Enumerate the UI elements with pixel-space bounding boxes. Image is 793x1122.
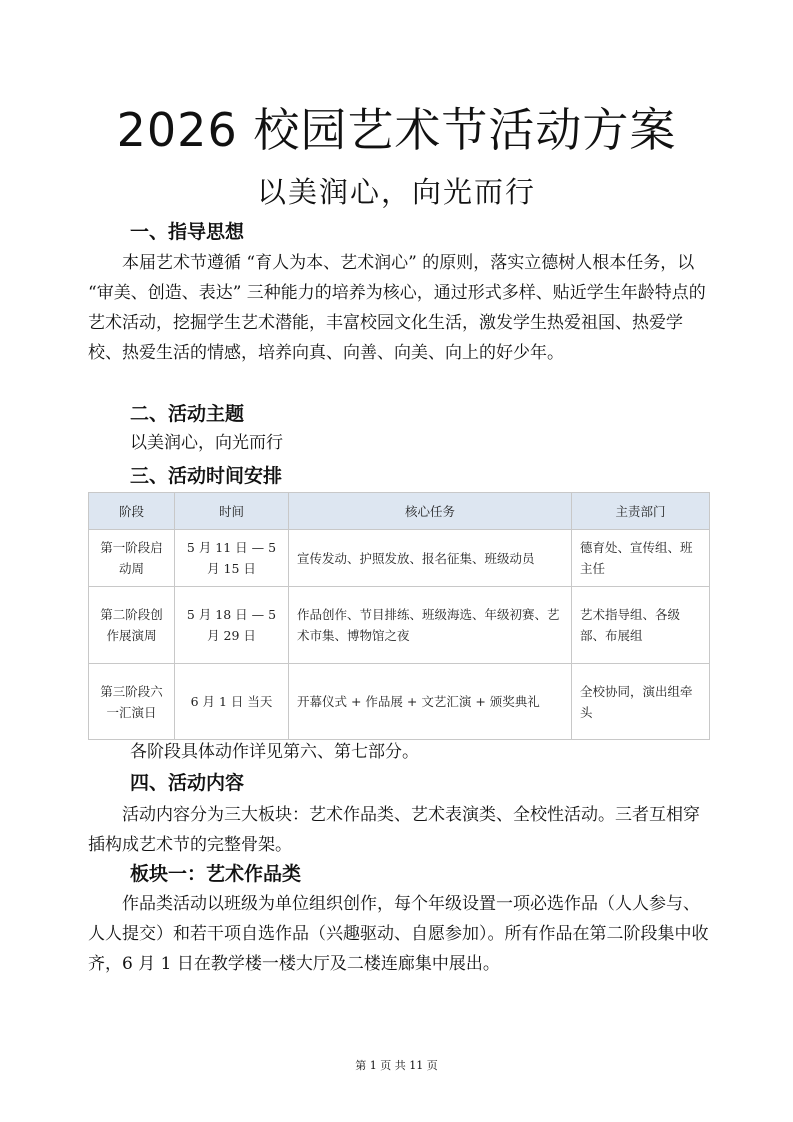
table-row: [89, 587, 710, 664]
table-cell-stage: 第一阶段启动周: [89, 530, 175, 587]
table-header-cell: 阶段: [89, 493, 175, 530]
table-cell-time: 5 月 18 日 — 5 月 29 日: [175, 587, 289, 664]
table-cell-task: 作品创作、节目排练、班级海选、年级初赛、艺术市集、博物馆之夜: [289, 587, 572, 664]
table-cell-department: 全校协同，演出组牵头: [572, 664, 710, 740]
block-body-artworks: 作品类活动以班级为单位组织创作，每个年级设置一项必选作品（人人参与、人人提交）和若干项自选作品（兴趣驱动、自愿参加）。所有作品在第二阶段集中收齐，6 月 1 日在教学楼一楼大厅及二楼连廊集中展出。: [88, 894, 709, 974]
section-heading-schedule: 三、活动时间安排: [130, 465, 283, 487]
section-body-theme: 以美润心，向光而行: [130, 433, 283, 453]
section-body-guiding-idea: 本届艺术节遵循 “育人为本、艺术润心” 的原则，落实立德树人根本任务，以 “审美、创造、表达” 三种能力的培养为核心，通过形式多样、贴近学生年龄特点的艺术活动，挖掘学生艺术潜能，丰富校园文化生活，激发学生热爱祖国、热爱学校、热爱生活的情感，培养向真、向善、向美、向上的好少年。: [88, 253, 706, 363]
table-header-row: [89, 493, 710, 530]
page-number: 第 1 页 共 11 页: [355, 1059, 438, 1072]
section-heading-theme: 二、活动主题: [130, 403, 245, 425]
section-body-content: 活动内容分为三大板块：艺术作品类、艺术表演类、全校性活动。三者互相穿插构成艺术节的完整骨架。: [88, 805, 700, 855]
table-cell-stage: 第三阶段六一汇演日: [89, 664, 175, 740]
table-cell-task: 宣传发动、护照发放、报名征集、班级动员: [289, 530, 572, 587]
table-header-cell: 主责部门: [572, 493, 710, 530]
document-title: 2026 校园艺术节活动方案: [116, 103, 677, 157]
table-cell-time: 6 月 1 日 当天: [175, 664, 289, 740]
section-heading-guiding-idea: 一、指导思想: [130, 221, 245, 243]
block-heading-artworks: 板块一：艺术作品类: [130, 863, 302, 885]
table-header-cell: 时间: [175, 493, 289, 530]
table-row: [89, 530, 710, 587]
table-cell-department: 艺术指导组、各级部、布展组: [572, 587, 710, 664]
table-cell-department: 德育处、宣传组、班主任: [572, 530, 710, 587]
table-cell-time: 5 月 11 日 — 5 月 15 日: [175, 530, 289, 587]
document-subtitle: 以美润心，向光而行: [256, 175, 536, 209]
table-header-cell: 核心任务: [289, 493, 572, 530]
table-cell-stage: 第二阶段创作展演周: [89, 587, 175, 664]
table-cell-task: 开幕仪式 + 作品展 + 文艺汇演 + 颁奖典礼: [289, 664, 572, 740]
schedule-table: [88, 492, 710, 740]
section-heading-content: 四、活动内容: [130, 772, 245, 794]
schedule-note: 各阶段具体动作详见第六、第七部分。: [130, 742, 419, 762]
table-row: [89, 664, 710, 740]
